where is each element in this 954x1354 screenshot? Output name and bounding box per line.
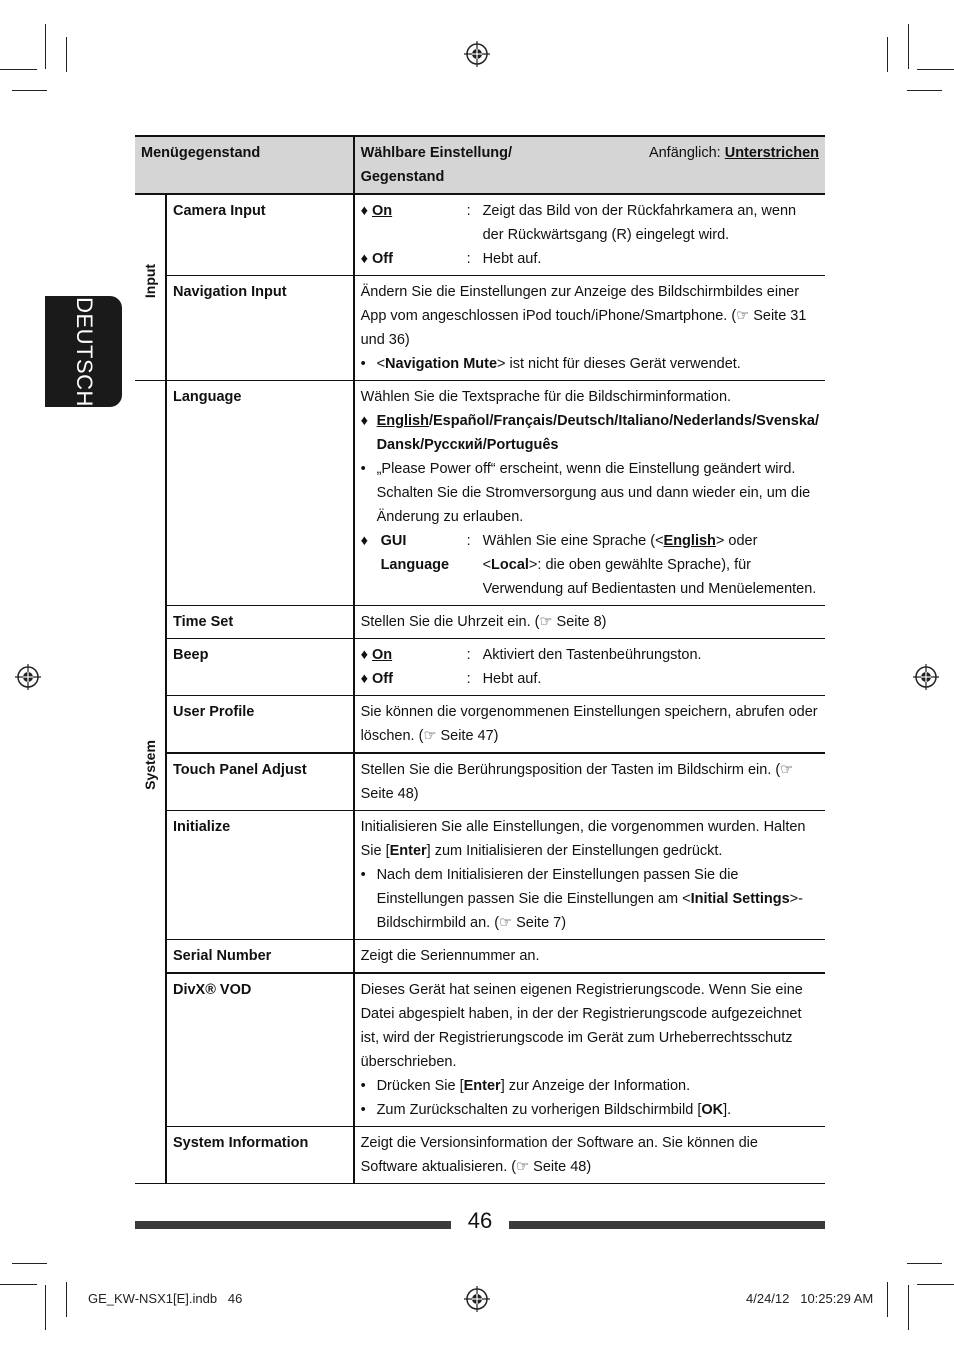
header-col2-line1: Wählbare Einstellung/: [360, 145, 513, 161]
table-row: [135, 811, 825, 940]
desc-language: [354, 381, 825, 606]
desc-system-information: Zeigt die Versionsinformation der Software an. Sie können die Software aktualisieren. (☞ Seite 48): [354, 1127, 825, 1184]
language-choices: [361, 409, 819, 457]
desc-time-set: Stellen Sie die Uhrzeit ein. (☞ Seite 8): [354, 606, 825, 639]
desc-divx-vod: [354, 973, 825, 1127]
desc-serial-number: Zeigt die Seriennummer an.: [354, 940, 825, 974]
item-touch-panel-adjust: Touch Panel Adjust: [166, 753, 354, 811]
page-number: 46: [467, 1208, 493, 1233]
language-side-tab: [45, 296, 122, 407]
slug-file: GE_KW-NSX1[E].indb 46: [88, 1291, 243, 1306]
header-settings: [354, 136, 825, 194]
registration-mark-icon: [15, 664, 41, 690]
desc-camera-input: [354, 194, 825, 276]
table-row: [135, 639, 825, 696]
crop-mark: [907, 1263, 942, 1264]
group-label-input: Input: [141, 263, 158, 299]
bullet-item: • Zum Zurückschalten zu vorherigen Bildschirmbild [OK].: [360, 1102, 732, 1118]
item-beep: Beep: [166, 639, 354, 696]
group-system: [135, 381, 166, 1184]
crop-mark: [45, 24, 46, 69]
footer-bar-right: [509, 1221, 825, 1229]
bullet-item: • „Please Power off“ erscheint, wenn die Einstellung geändert wird. Schalten Sie die Stromversorgung aus und dann wieder ein, um die Änderung zu erlauben.: [361, 457, 819, 529]
registration-mark-icon: [464, 1286, 490, 1312]
group-input: [135, 194, 166, 381]
item-initialize: Initialize: [166, 811, 354, 940]
crop-mark: [907, 90, 942, 91]
language-default: English: [376, 413, 429, 429]
diamond-icon: ♦: [360, 203, 368, 219]
bullet-text: > ist nicht für dieses Gerät verwendet.: [497, 356, 741, 372]
bullet-text: „Please Power off“ erscheint, wenn die Einstellung geändert wird. Schalten Sie die Stromversorgung aus und dann wieder ein, um die Änderung zu erlauben.: [376, 461, 811, 525]
desc-text: Ändern Sie die Einstellungen zur Anzeige des Bildschirmbildes einer App vom angeschlossen iPod touch/iPhone/Smartphone. (☞ Seite 31 und 36): [360, 284, 807, 348]
option-row: ♦ GUI Language : Wählen Sie eine Sprache (<English> oder <Local>: die oben gewählte Sprache), für Verwendung auf Bedientasten und Menüelementen.: [361, 529, 819, 601]
crop-mark: [908, 1285, 909, 1330]
crop-mark: [887, 1282, 888, 1317]
desc-touch-panel-adjust: Stellen Sie die Berührungsposition der Tasten im Bildschirm ein. (☞ Seite 48): [354, 753, 825, 811]
language-side-tab-label: DEUTSCH: [71, 296, 97, 407]
desc-user-profile: Sie können die vorgenommenen Einstellungen speichern, abrufen oder löschen. (☞ Seite 47): [354, 696, 825, 754]
option-value: Hebt auf.: [482, 671, 542, 687]
group-label-system: System: [141, 740, 158, 790]
table-row: [135, 606, 825, 639]
desc-text: Wählen Sie die Textsprache für die Bildschirminformation.: [360, 389, 732, 405]
crop-mark: [0, 1284, 37, 1285]
registration-mark-icon: [913, 664, 939, 690]
crop-mark: [66, 37, 67, 72]
item-serial-number: Serial Number: [166, 940, 354, 974]
diamond-icon: ♦: [360, 251, 368, 267]
settings-table: [135, 135, 825, 1184]
crop-mark: [66, 1282, 67, 1317]
desc-beep: [354, 639, 825, 696]
option-row: ♦ Off : Hebt auf.: [361, 247, 819, 271]
registration-mark-icon: [464, 41, 490, 67]
header-menu-item: [135, 136, 354, 194]
crop-mark: [917, 1284, 954, 1285]
option-key: On: [371, 647, 393, 663]
item-system-information: System Information: [166, 1127, 354, 1184]
item-language: Language: [166, 381, 354, 606]
bullet-item: • Nach dem Initialisieren der Einstellungen passen Sie die Einstellungen passen Sie die Einstellungen am <Initial Settings>-Bildschirmbild an. (☞ Seite 7): [360, 867, 803, 931]
bullet-bold: Navigation Mute: [385, 356, 498, 372]
crop-mark: [887, 37, 888, 72]
initial-prefix: Anfänglich:: [648, 145, 725, 161]
diamond-icon: ♦: [360, 671, 368, 687]
crop-mark: [12, 1263, 47, 1264]
table-row: [135, 753, 825, 811]
footer-bar-left: [135, 1221, 451, 1229]
item-camera-input: Camera Input: [166, 194, 354, 276]
desc-initialize: [354, 811, 825, 940]
table-header: [135, 136, 825, 194]
option-value: Zeigt das Bild von der Rückfahrkamera an, wenn der Rückwärtsgang (R) eingelegt wird.: [482, 203, 797, 243]
option-key: Off: [371, 251, 393, 267]
table-row: [135, 696, 825, 754]
crop-mark: [45, 1285, 46, 1330]
bullet-text: <: [376, 356, 386, 372]
option-key: On: [371, 203, 393, 219]
diamond-icon: ♦: [360, 413, 368, 429]
table-row: [135, 1127, 825, 1184]
item-time-set: Time Set: [166, 606, 354, 639]
desc-text: Initialisieren Sie alle Einstellungen, die vorgenommen wurden. Halten Sie [Enter] zum Initialisieren der Einstellungen gedrückt.: [360, 819, 806, 859]
desc-text: Dieses Gerät hat seinen eigenen Registrierungscode. Wenn Sie eine Datei abgespielt haben, in der der Registrierungscode aufgezeichnet ist, wird der Registrierungscode im Gerät zum Urheberrechtsschutz überschrieben.: [360, 982, 803, 1070]
slug-date: 4/24/12 10:25:29 AM: [746, 1291, 874, 1306]
table-row: [135, 973, 825, 1127]
option-row: ♦ Off : Hebt auf.: [361, 667, 819, 691]
item-user-profile: User Profile: [166, 696, 354, 754]
option-row: ♦ On : Zeigt das Bild von der Rückfahrkamera an, wenn der Rückwärtsgang (R) eingelegt wird.: [361, 199, 819, 247]
header-col1-text: Menügegenstand: [141, 145, 261, 161]
language-list: /Español/Français/Deutsch/Italiano/Nederlands/Svenska/ Dansk/Русский/Português: [376, 413, 819, 453]
diamond-icon: ♦: [360, 647, 368, 663]
item-divx-vod: DivX® VOD: [166, 973, 354, 1127]
crop-mark: [908, 24, 909, 69]
crop-mark: [12, 90, 47, 91]
table-row: [135, 276, 825, 381]
option-row: ♦ On : Aktiviert den Tastenbeührungston.: [361, 643, 819, 667]
option-value: Aktiviert den Tastenbeührungston.: [482, 647, 702, 663]
option-key: Off: [371, 671, 393, 687]
initial-value: Unterstrichen: [724, 145, 819, 161]
crop-mark: [0, 69, 37, 70]
option-value: Wählen Sie eine Sprache (<English> oder <Local>: die oben gewählte Sprache), für Verwendung auf Bedientasten und Menüelementen.: [482, 533, 817, 597]
header-initial-note: [649, 141, 819, 165]
option-value: Hebt auf.: [482, 251, 542, 267]
crop-mark: [917, 69, 954, 70]
option-key: GUI Language: [380, 533, 450, 573]
bullet-item: • <Navigation Mute> ist nicht für dieses Gerät verwendet.: [360, 356, 741, 372]
item-navigation-input: Navigation Input: [166, 276, 354, 381]
desc-navigation-input: [354, 276, 825, 381]
diamond-icon: ♦: [360, 533, 368, 549]
table-row: [135, 194, 825, 276]
bullet-item: • Drücken Sie [Enter] zur Anzeige der Information.: [360, 1078, 691, 1094]
header-col2-line2: Gegenstand: [360, 169, 445, 185]
table-row: [135, 940, 825, 974]
table-row: [135, 381, 825, 606]
